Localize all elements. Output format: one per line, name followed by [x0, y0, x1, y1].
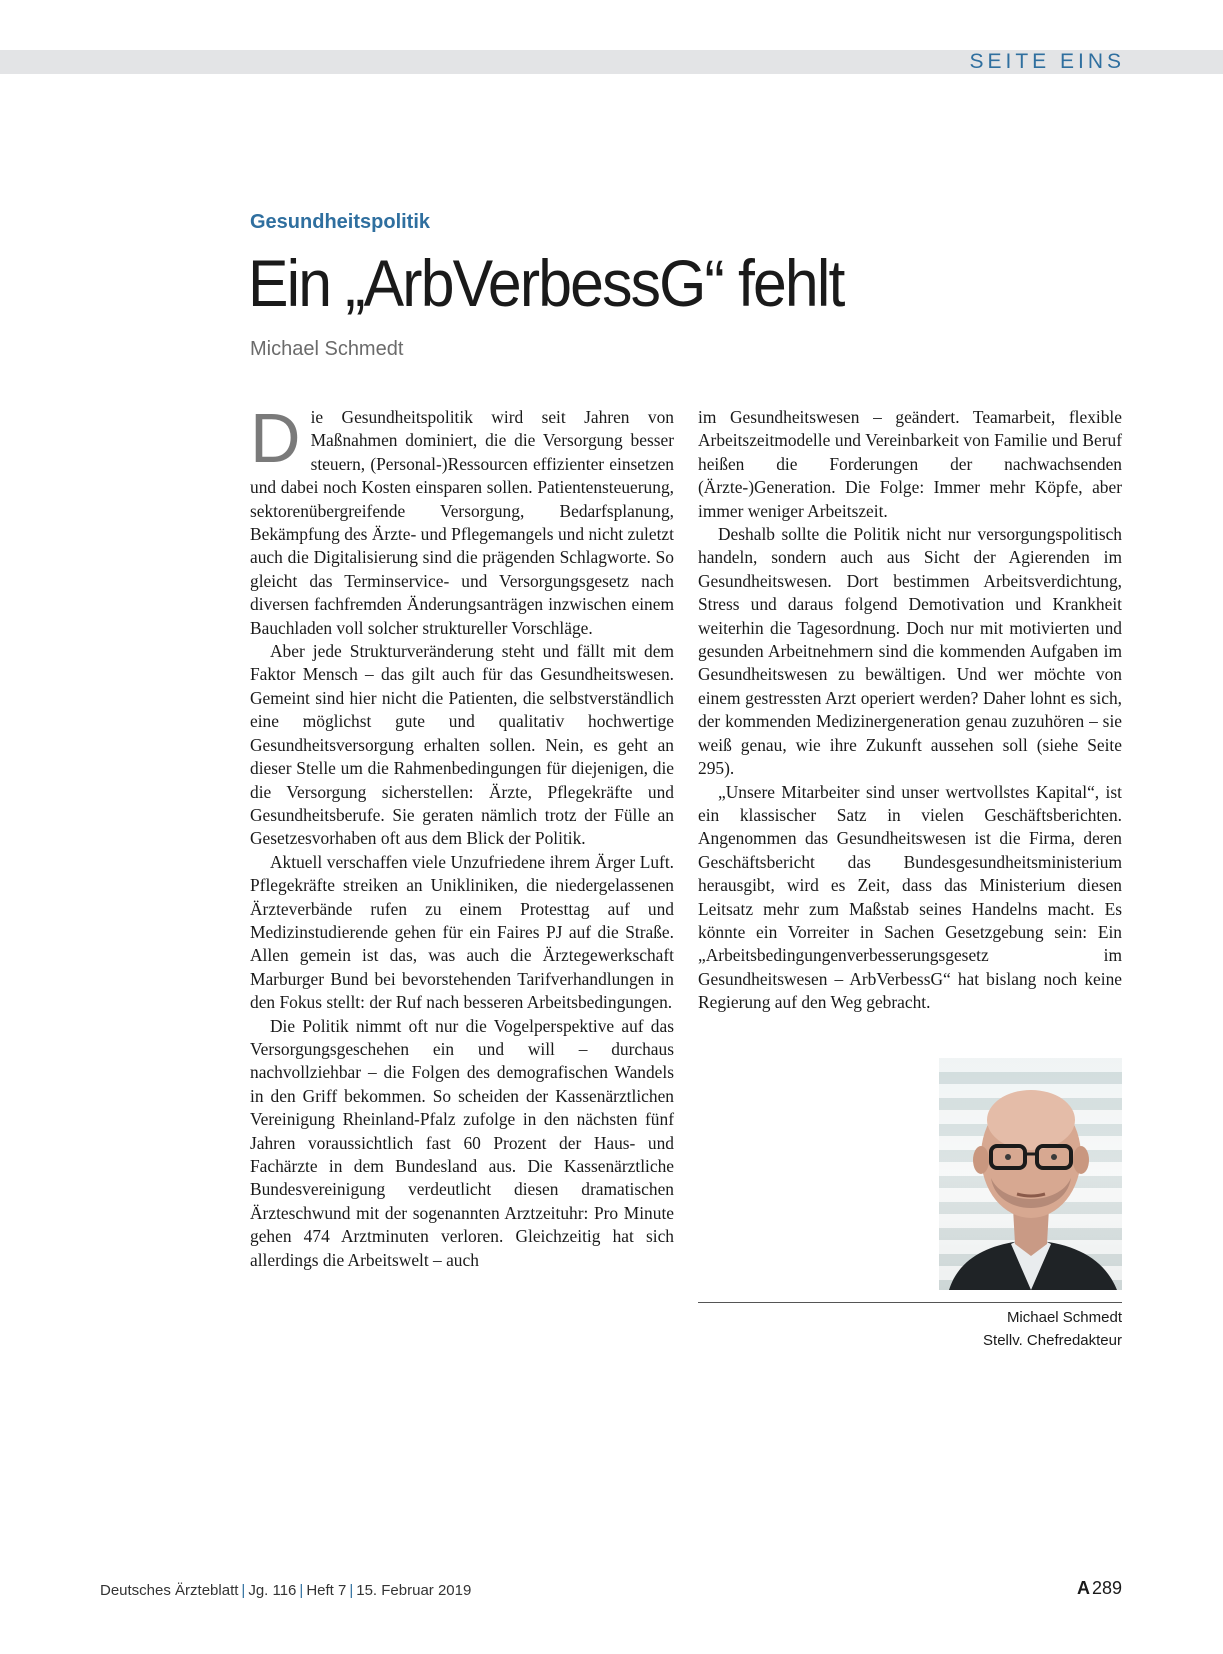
- portrait-caption: [983, 1306, 1122, 1352]
- footer-volume: Jg. 116: [248, 1582, 297, 1599]
- section-label: SEITE EINS: [969, 50, 1125, 73]
- caption-role: Stellv. Chefredakteur: [983, 1332, 1122, 1349]
- article-author: Michael Schmedt: [250, 338, 404, 360]
- paragraph: im Gesundheitswesen – geändert. Teamarbeit, flexible Arbeitszeitmodelle und Vereinbarkeit von Familie und Beruf heißen die Forderungen der nachwachsenden (Ärzte-)Generation. Die Folge: Immer mehr Köpfe, aber immer weniger Arbeitszeit.: [698, 407, 1122, 521]
- footer-issue: Heft 7: [306, 1582, 347, 1599]
- article-kicker: Gesundheitspolitik: [250, 211, 431, 233]
- article-column-left: [250, 399, 674, 1272]
- footer-citation: Deutsches Ärzteblatt | Jg. 116 | Heft 7 | 15. Februar 2019: [100, 1582, 472, 1599]
- paragraph: Die Gesundheitspolitik wird seit Jahren von Maßnahmen dominiert, die die Versorgung besser steuern, (Personal-)Ressourcen effizienter einsetzen und dabei noch Kosten einsparen sollen. Patientensteuerung, sektorenübergreifende Versorgung, Bedarfsplanung, Bekämpfung des Ärzte- und Pflegemangels und nicht zuletzt auch die Digitalisierung sind die prägenden Schlagworte. So gleicht das Terminservice- und Versorgungsgesetz nach diversen fachfremden Änderungsanträgen inzwischen einem Bauchladen voll solcher struktureller Vorschläge.: [250, 399, 674, 638]
- article-column-right: [698, 406, 1122, 1015]
- paragraph: Aktuell verschaffen viele Unzufriedene ihrem Ärger Luft. Pflegekräfte streiken an Unikliniken, die niedergelassenen Ärzteverbände rufen zu einem Protesttag auf und Medizinstudierende gehen für ein Faires PJ auf die Straße. Allen gemein ist das, was auch die Ärztegewerkschaft Marburger Bund bei bevorstehenden Tarifverhandlungen in den Fokus stellt: der Ruf nach besseren Arbeitsbedingungen.: [250, 851, 674, 1013]
- paragraph: Deshalb sollte die Politik nicht nur versorgungspolitisch handeln, sondern auch aus Sicht der Agierenden im Gesundheitswesen. Dort bestimmen Arbeitsverdichtung, Stress und daraus folgend Demotivation und Krankheit weiterhin die Tagesordnung. Doch nur mit motivierten und gesunden Arbeitnehmern sind die kommenden Aufgaben im Gesundheitswesen zu bewältigen. Und wer möchte von einem gestressten Arzt operiert werden? Daher lohnt es sich, der kommenden Medizinergeneration genau zuzuhören – sie weiß genau, wie ihre Zukunft aussehen soll (siehe Seite 295).: [698, 524, 1122, 779]
- paragraph: Aber jede Strukturveränderung steht und fällt mit dem Faktor Mensch – das gilt auch für das Gesundheitswesen. Gemeint sind hier nicht die Patienten, die selbstverständlich eine möglichst gute und qualitativ hochwertige Gesundheitsversorgung erhalten sollen. Nein, es geht an dieser Stelle um die Rahmenbedingungen für diejenigen, die die Versorgung sicherstellen: Ärzte, Pflegekräfte und Gesundheitsberufe. Sie geraten nämlich trotz der Fülle an Gesetzesvorhaben oft aus dem Blick der Politik.: [250, 641, 674, 849]
- caption-rule: [698, 1302, 1122, 1303]
- footer-publication: Deutsches Ärzteblatt: [100, 1582, 239, 1599]
- paragraph: „Unsere Mitarbeiter sind unser wertvollstes Kapital“, ist ein klassischer Satz in vielen Geschäftsberichten. Angenommen das Gesundheitswesen ist die Firma, deren Geschäftsbericht das Bundesgesundheitsministerium herausgibt, wird es Zeit, dass das Ministerium diesen Leitsatz mehr zum Maßstab seines Handelns macht. Es könnte ein Vorreiter in Sachen Gesetzgebung sein: Ein „Arbeitsbedingungenverbesserungsgesetz im Gesundheitswesen – ArbVerbessG“ hat bislang noch keine Regierung auf den Weg gebracht.: [698, 781, 1122, 1013]
- caption-name: Michael Schmedt: [1006, 1309, 1122, 1326]
- paragraph: Die Politik nimmt oft nur die Vogelperspektive auf das Versorgungsgeschehen ein und will – durchaus nachvollziehbar – die Folgen des demografischen Wandels in den Griff bekommen. So scheiden der Kassenärztlichen Vereinigung Rheinland-Pfalz zufolge in den nächsten fünf Jahren voraussichtlich fast 60 Prozent der Haus- und Fachärzte in dem Bundesland aus. Die Kassenärztliche Bundesvereinigung verdeutlicht diesen dramatischen Ärzteschwund mit der sogenannten Arztzeituhr: Pro Minute gehen 474 Arztminuten verloren. Gleichzeitig hat sich allerdings die Arbeitswelt – auch: [250, 1015, 674, 1270]
- page-number-value: 289: [1091, 1578, 1122, 1598]
- page-number: [1077, 1578, 1122, 1599]
- page-prefix: A: [1076, 1578, 1090, 1598]
- author-portrait: [939, 1058, 1122, 1290]
- article-title: Ein „ArbVerbessG“ fehlt: [248, 246, 844, 320]
- portrait-illustration: [939, 1058, 1122, 1290]
- drop-cap: D: [250, 399, 301, 477]
- footer-date: 15. Februar 2019: [356, 1582, 472, 1599]
